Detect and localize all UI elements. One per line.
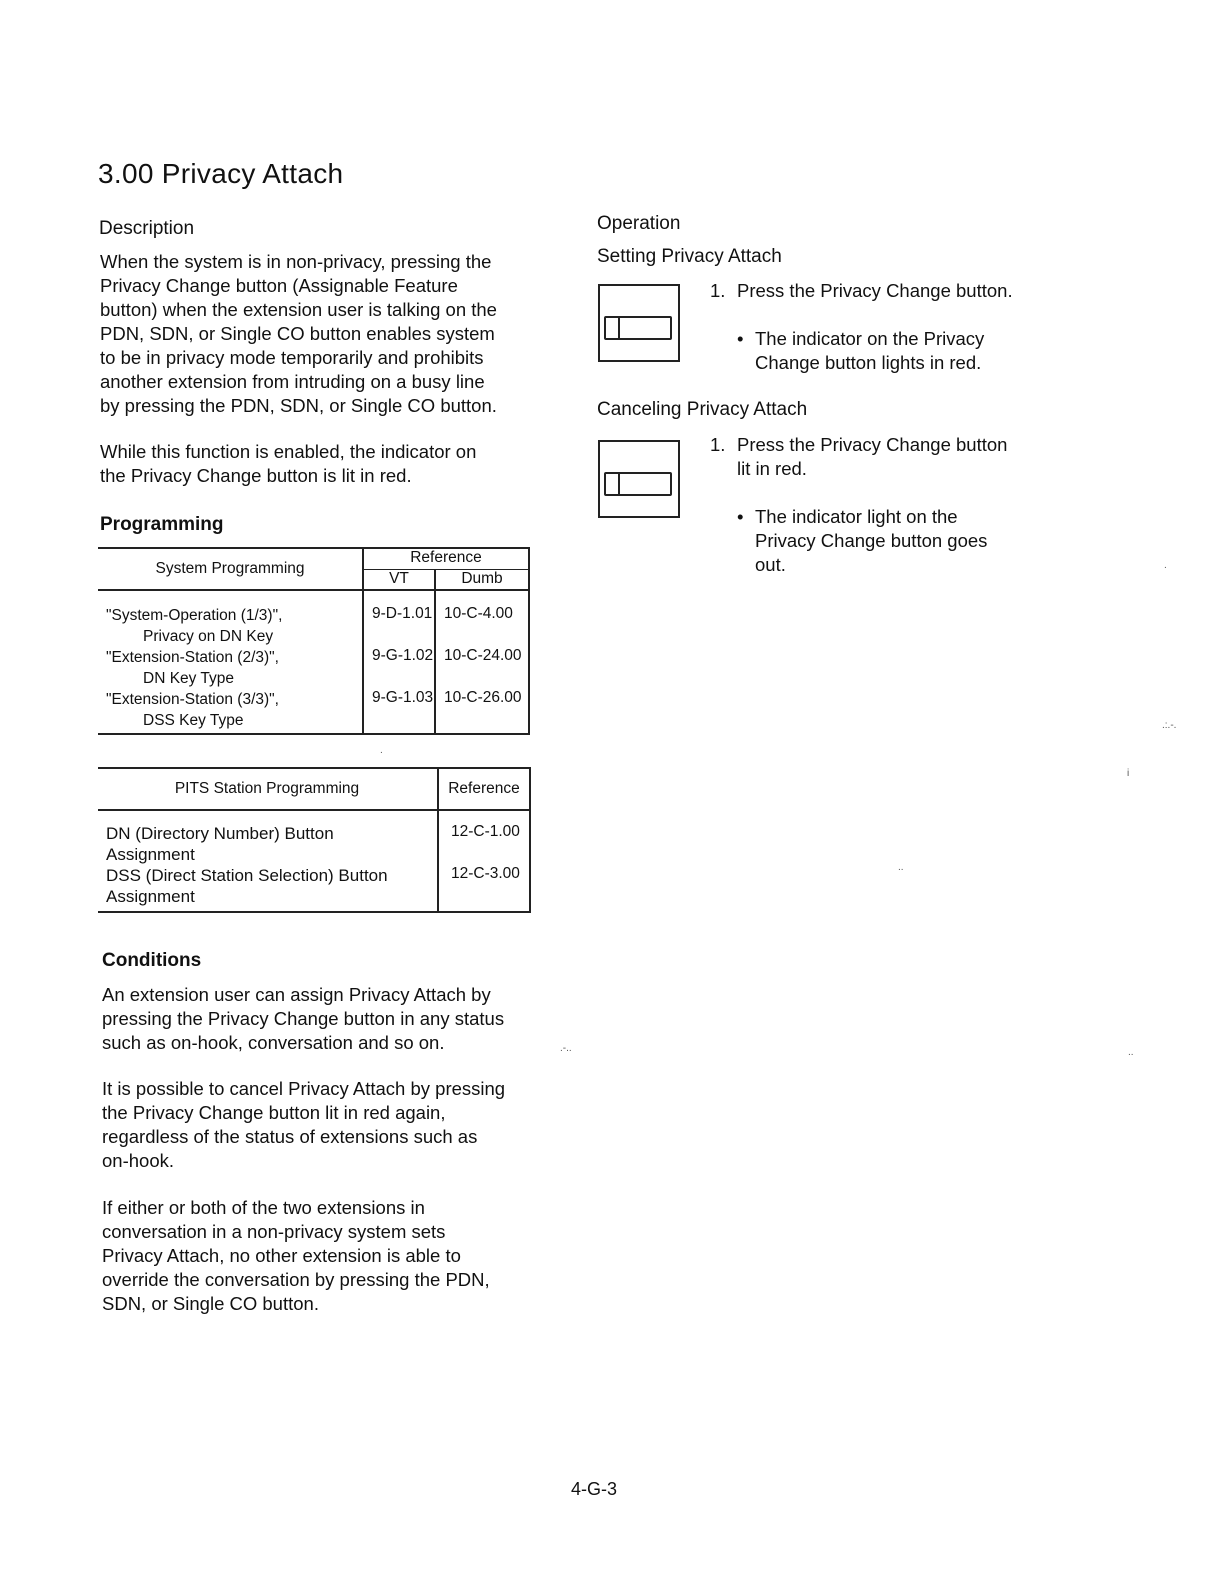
table-row: "Extension-Station (2/3)", DN Key Type 9-G-1.02 10-C-24.00 (98, 647, 529, 689)
table-header-system-programming: System Programming (98, 548, 363, 590)
page-title: 3.00 Privacy Attach (98, 158, 344, 189)
key-icon (604, 472, 672, 496)
table-row: DN (Directory Number) Button Assignment 12-C-1.00 (98, 810, 530, 865)
setting-step-number: 1. (710, 280, 726, 301)
canceling-step: Press the Privacy Change button lit in red. (737, 434, 1008, 479)
system-programming-table (98, 547, 530, 735)
table-header-reference: Reference (438, 768, 530, 810)
table-header-vt: VT (363, 569, 435, 590)
table-header-pits-station-programming: PITS Station Programming (98, 768, 438, 810)
page-number: 4-G-3 (571, 1479, 618, 1499)
bullet-icon: • (737, 506, 744, 527)
setting-heading: Setting Privacy Attach (597, 246, 782, 267)
table-header-reference: Reference (363, 548, 529, 569)
privacy-change-button-icon (598, 440, 680, 518)
table-row: DSS (Direct Station Selection) Button Assignment 12-C-3.00 (98, 865, 530, 912)
conditions-heading: Conditions (102, 950, 202, 971)
conditions-paragraph-1: An extension user can assign Privacy Attach by pressing the Privacy Change button in any status such as on-hook, conversation and so on. (102, 984, 505, 1053)
key-icon (604, 316, 672, 340)
table-row: "System-Operation (1/3)", Privacy on DN Key 9-D-1.01 10-C-4.00 (98, 590, 529, 647)
conditions-paragraph-3: If either or both of the two extensions in conversation in a non-privacy system sets Privacy Attach, no other extension is able to override the conversation by pressing the PDN, SDN, or Single CO button. (102, 1197, 490, 1314)
description-heading: Description (99, 218, 195, 239)
setting-step: Press the Privacy Change button. (737, 280, 1013, 301)
description-paragraph-2: While this function is enabled, the indicator on the Privacy Change button is lit in red. (100, 441, 477, 486)
bullet-icon: • (737, 328, 744, 349)
programming-heading: Programming (100, 514, 224, 535)
canceling-bullet: The indicator light on the Privacy Change button goes out. (755, 506, 988, 575)
canceling-step-number: 1. (710, 434, 726, 455)
table-row: "Extension-Station (3/3)", DSS Key Type 9-G-1.03 10-C-26.00 (98, 689, 529, 734)
canceling-heading: Canceling Privacy Attach (597, 399, 808, 420)
pits-station-programming-table (98, 767, 531, 913)
privacy-change-button-icon (598, 284, 680, 362)
conditions-paragraph-2: It is possible to cancel Privacy Attach by pressing the Privacy Change button lit in red again, regardless of the status of extensions such as on-hook. (102, 1078, 506, 1171)
description-paragraph-1: When the system is in non-privacy, pressing the Privacy Change button (Assignable Feature button) when the extension user is talking on the PDN, SDN, or Single CO button enables system to be in privacy mode temporarily and prohibits another extension from intruding on a busy line by pressing the PDN, SDN, or Single CO button. (100, 251, 497, 416)
operation-heading: Operation (597, 213, 681, 234)
setting-bullet: The indicator on the Privacy Change button lights in red. (755, 328, 985, 373)
table-header-dumb: Dumb (435, 569, 529, 590)
